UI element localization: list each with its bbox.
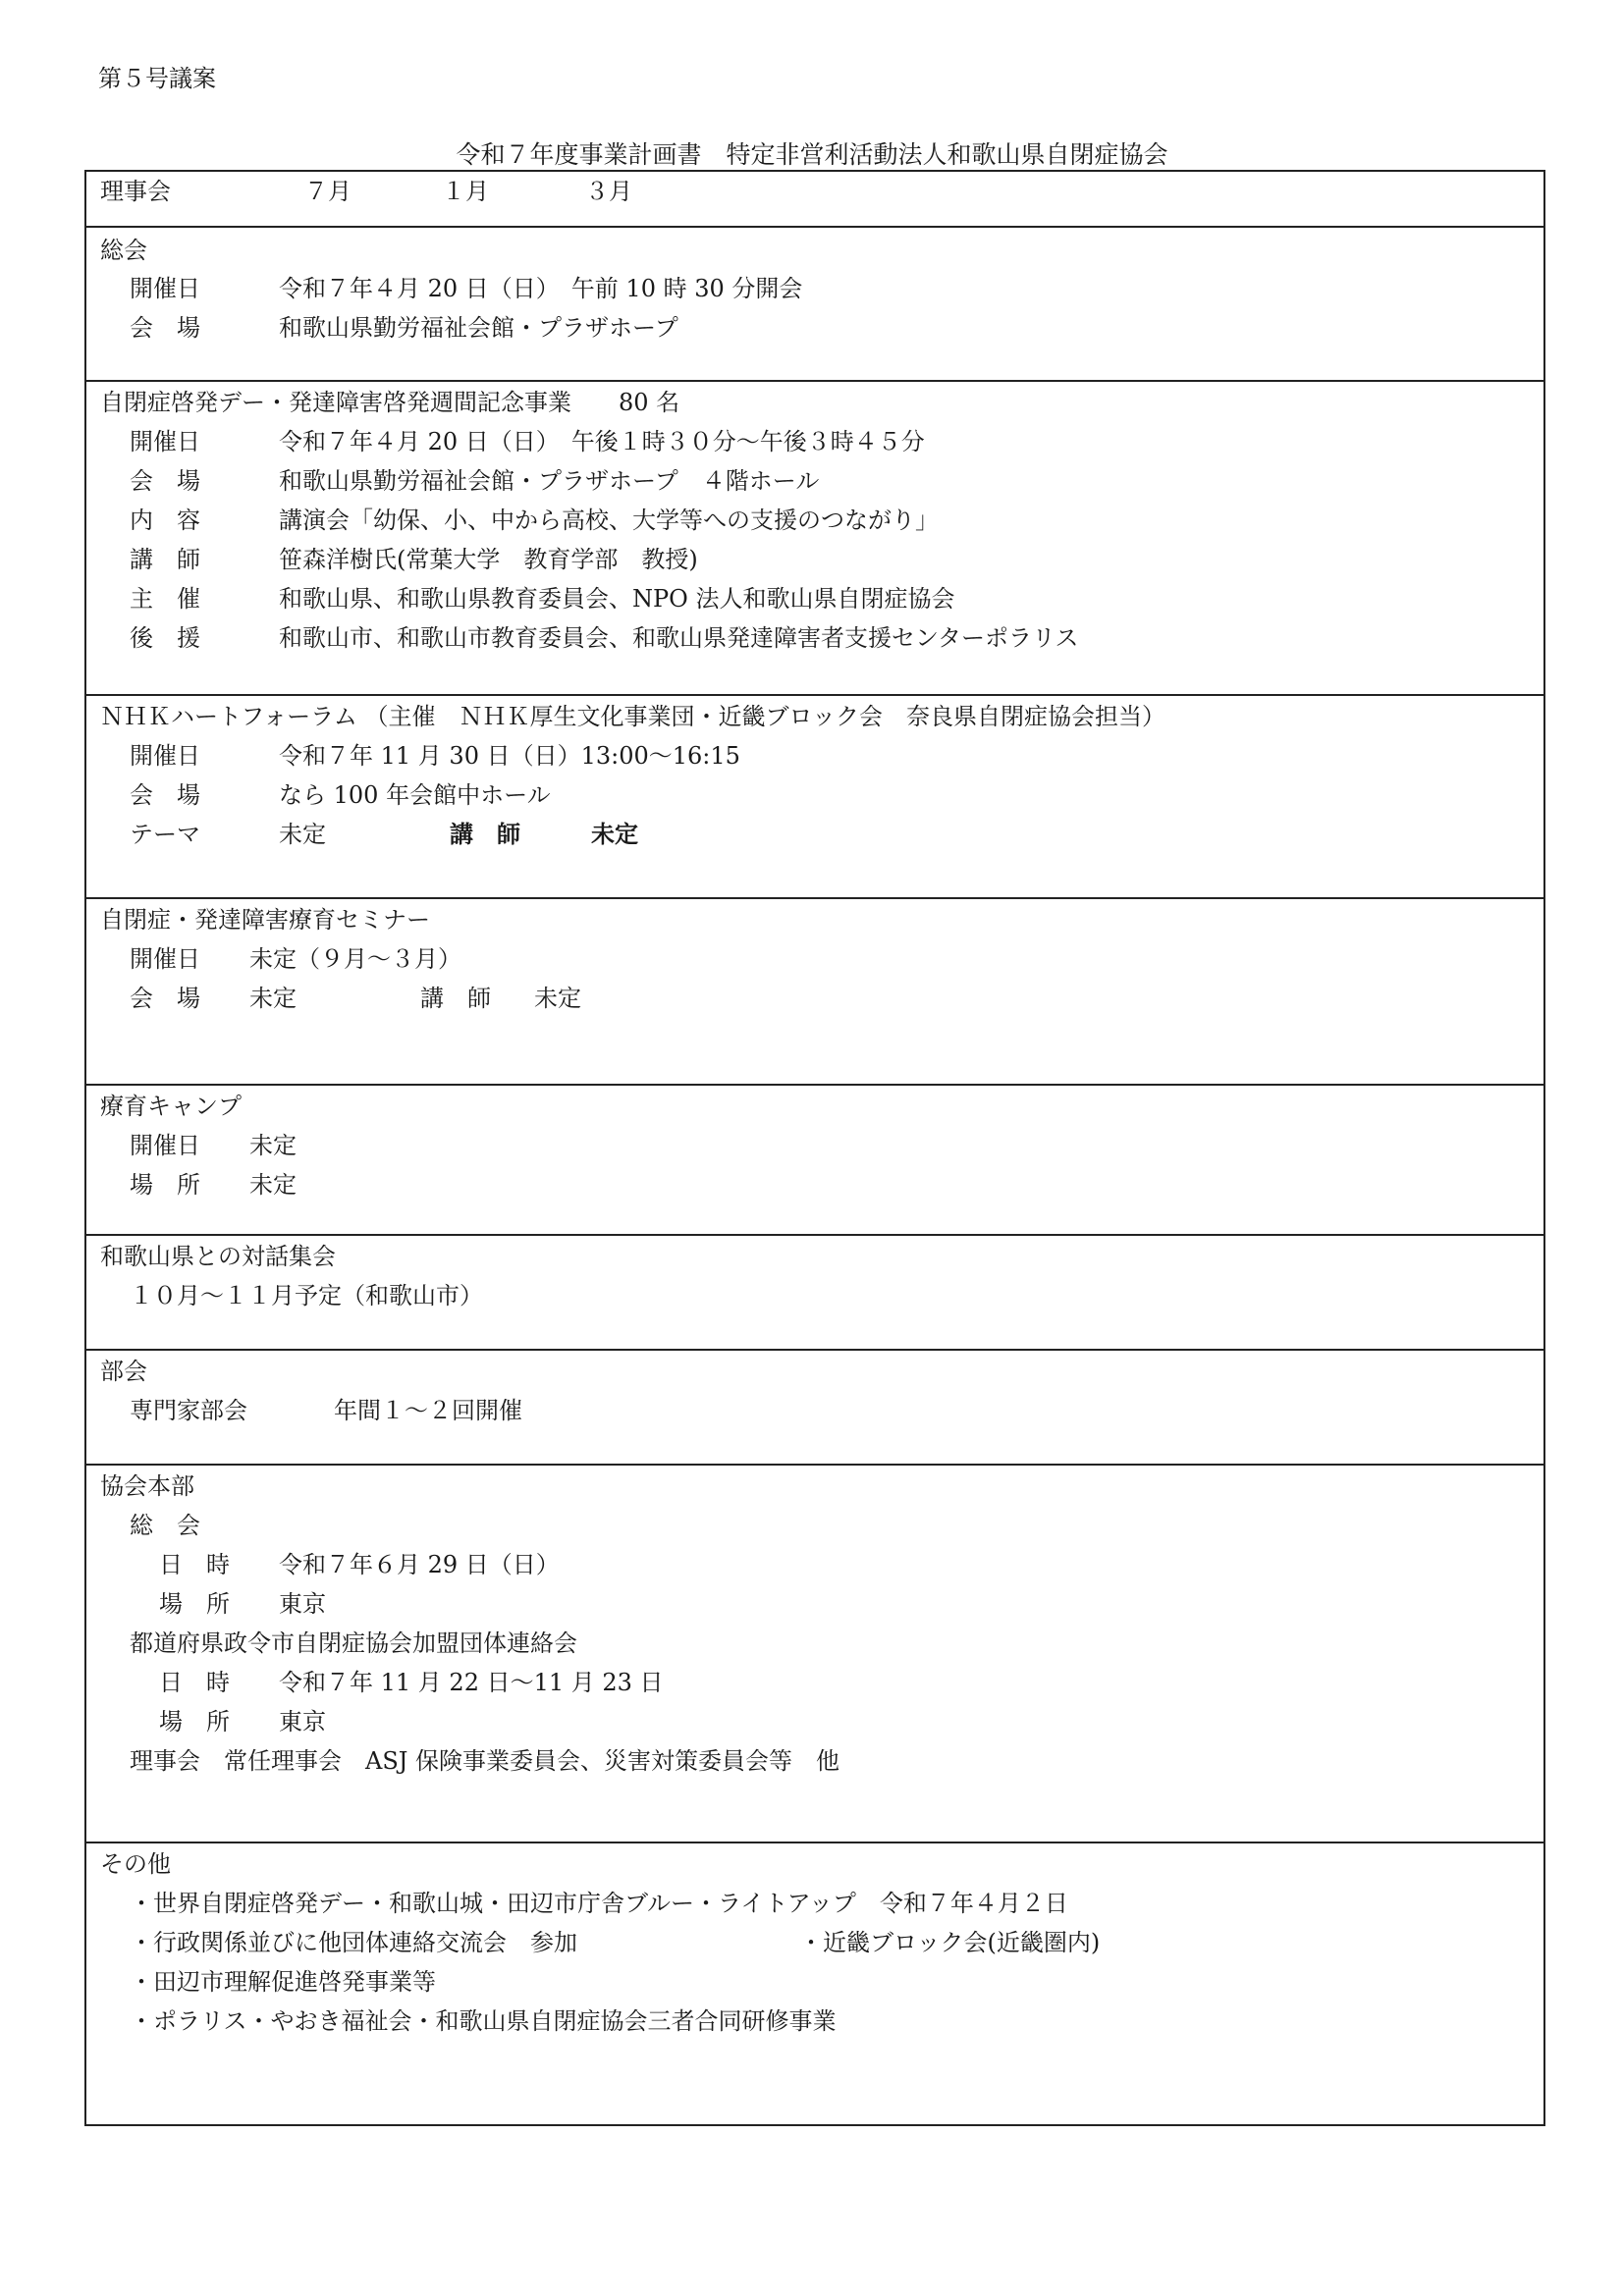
camp-place-label: 場 所 <box>130 1171 200 1199</box>
section-camp <box>86 1086 1543 1236</box>
plan-table <box>84 170 1545 2126</box>
section-hq <box>86 1466 1543 1843</box>
nhk-heading: ＮＨＫハートフォーラム （主催 ＮＨＫ厚生文化事業団・近畿ブロック会 奈良県自閉症協会担当） <box>100 703 1165 730</box>
subcommittee-heading: 部会 <box>100 1358 147 1385</box>
other-item: ・行政関係並びに他団体連絡交流会 参加 <box>130 1929 577 1956</box>
board-heading: 理事会 <box>100 178 171 205</box>
subcommittee-value: 年間１～２回開催 <box>334 1397 522 1424</box>
agenda-number: 第５号議案 <box>98 65 216 92</box>
hq-general-label: 総 会 <box>130 1512 200 1539</box>
awareness-row-value: 和歌山県勤労福祉会館・プラザホープ ４階ホール <box>279 467 820 495</box>
camp-place-value: 未定 <box>249 1171 297 1199</box>
nhk-date-value: 令和７年 11 月 30 日（日）13:00～16:15 <box>279 742 740 770</box>
other-item: ・田辺市理解促進啓発事業等 <box>130 1968 436 1996</box>
general-venue-label: 会 場 <box>130 314 200 342</box>
hq-g-date-label: 日 時 <box>159 1551 230 1578</box>
nhk-lecturer-label: 講 師 <box>450 820 520 848</box>
awareness-heading: 自閉症啓発デー・発達障害啓発週間記念事業 80 名 <box>100 389 680 416</box>
hq-g-place-label: 場 所 <box>159 1590 230 1618</box>
hq-g-place-value: 東京 <box>279 1590 326 1618</box>
section-other <box>86 1843 1543 2126</box>
subcommittee-name: 専門家部会 <box>130 1397 247 1424</box>
dialogue-value: １０月～１１月予定（和歌山市） <box>130 1282 483 1309</box>
awareness-row-label: 会 場 <box>130 467 200 495</box>
seminar-date-label: 開催日 <box>130 945 200 973</box>
other-side-item: ・近畿ブロック会(近畿圏内) <box>799 1929 1101 1956</box>
board-month: ３月 <box>585 178 632 205</box>
awareness-row-label: 開催日 <box>130 428 200 455</box>
seminar-lecturer-label: 講 師 <box>420 985 491 1012</box>
other-item: ・世界自閉症啓発デー・和歌山城・田辺市庁舎ブルー・ライトアップ 令和７年４月２日 <box>130 1890 1068 1917</box>
awareness-row-value: 講演会「幼保、小、中から高校、大学等への支援のつながり」 <box>279 507 939 534</box>
board-month: １月 <box>442 178 489 205</box>
general-date-value: 令和７年４月 20 日（日） 午前 10 時 30 分開会 <box>279 275 803 302</box>
awareness-row-label: 講 師 <box>130 546 200 573</box>
camp-date-label: 開催日 <box>130 1132 200 1159</box>
nhk-venue-label: 会 場 <box>130 781 200 809</box>
hq-heading: 協会本部 <box>100 1472 194 1500</box>
awareness-row-value: 笹森洋樹氏(常葉大学 教育学部 教授) <box>279 546 698 573</box>
camp-heading: 療育キャンプ <box>100 1093 242 1120</box>
awareness-row-value: 令和７年４月 20 日（日） 午後１時３０分～午後３時４５分 <box>279 428 925 455</box>
hq-l-date-value: 令和７年 11 月 22 日～11 月 23 日 <box>279 1669 664 1696</box>
hq-l-place-label: 場 所 <box>159 1708 230 1735</box>
section-awareness-day <box>86 382 1543 696</box>
awareness-row-label: 内 容 <box>130 507 200 534</box>
section-nhk-forum <box>86 696 1543 899</box>
hq-l-place-value: 東京 <box>279 1708 326 1735</box>
seminar-venue-value: 未定 <box>249 985 297 1012</box>
nhk-date-label: 開催日 <box>130 742 200 770</box>
general-date-label: 開催日 <box>130 275 200 302</box>
nhk-venue-value: なら 100 年会館中ホール <box>279 781 551 809</box>
awareness-row-label: 後 援 <box>130 624 200 652</box>
seminar-date-value: 未定（９月～３月） <box>249 945 461 973</box>
hq-l-date-label: 日 時 <box>159 1669 230 1696</box>
general-meeting-heading: 総会 <box>100 237 147 264</box>
hq-board-line: 理事会 常任理事会 ASJ 保険事業委員会、災害対策委員会等 他 <box>130 1747 840 1775</box>
other-heading: その他 <box>100 1850 171 1878</box>
section-seminar <box>86 899 1543 1086</box>
seminar-heading: 自閉症・発達障害療育セミナー <box>100 906 430 934</box>
document-title: 令和７年度事業計画書 特定非営利活動法人和歌山県自閉症協会 <box>456 140 1168 169</box>
awareness-row-value: 和歌山市、和歌山市教育委員会、和歌山県発達障害者支援センターポラリス <box>279 624 1079 652</box>
hq-liaison-label: 都道府県政令市自閉症協会加盟団体連絡会 <box>130 1629 577 1657</box>
dialogue-heading: 和歌山県との対話集会 <box>100 1243 336 1270</box>
hq-g-date-value: 令和７年６月 29 日（日） <box>279 1551 560 1578</box>
section-board <box>86 172 1543 228</box>
awareness-row-value: 和歌山県、和歌山県教育委員会、NPO 法人和歌山県自閉症協会 <box>279 585 955 613</box>
awareness-row-label: 主 催 <box>130 585 200 613</box>
camp-date-value: 未定 <box>249 1132 297 1159</box>
nhk-lecturer-value: 未定 <box>591 820 638 848</box>
seminar-lecturer-value: 未定 <box>534 985 581 1012</box>
seminar-venue-label: 会 場 <box>130 985 200 1012</box>
nhk-theme-label: テーマ <box>130 821 200 848</box>
nhk-theme-value: 未定 <box>279 821 326 848</box>
other-item: ・ポラリス・やおき福祉会・和歌山県自閉症協会三者合同研修事業 <box>130 2007 837 2035</box>
section-general-meeting <box>86 228 1543 382</box>
general-venue-value: 和歌山県勤労福祉会館・プラザホープ <box>279 314 678 342</box>
section-subcommittee <box>86 1351 1543 1466</box>
board-month: ７月 <box>304 178 352 205</box>
section-dialogue <box>86 1236 1543 1351</box>
